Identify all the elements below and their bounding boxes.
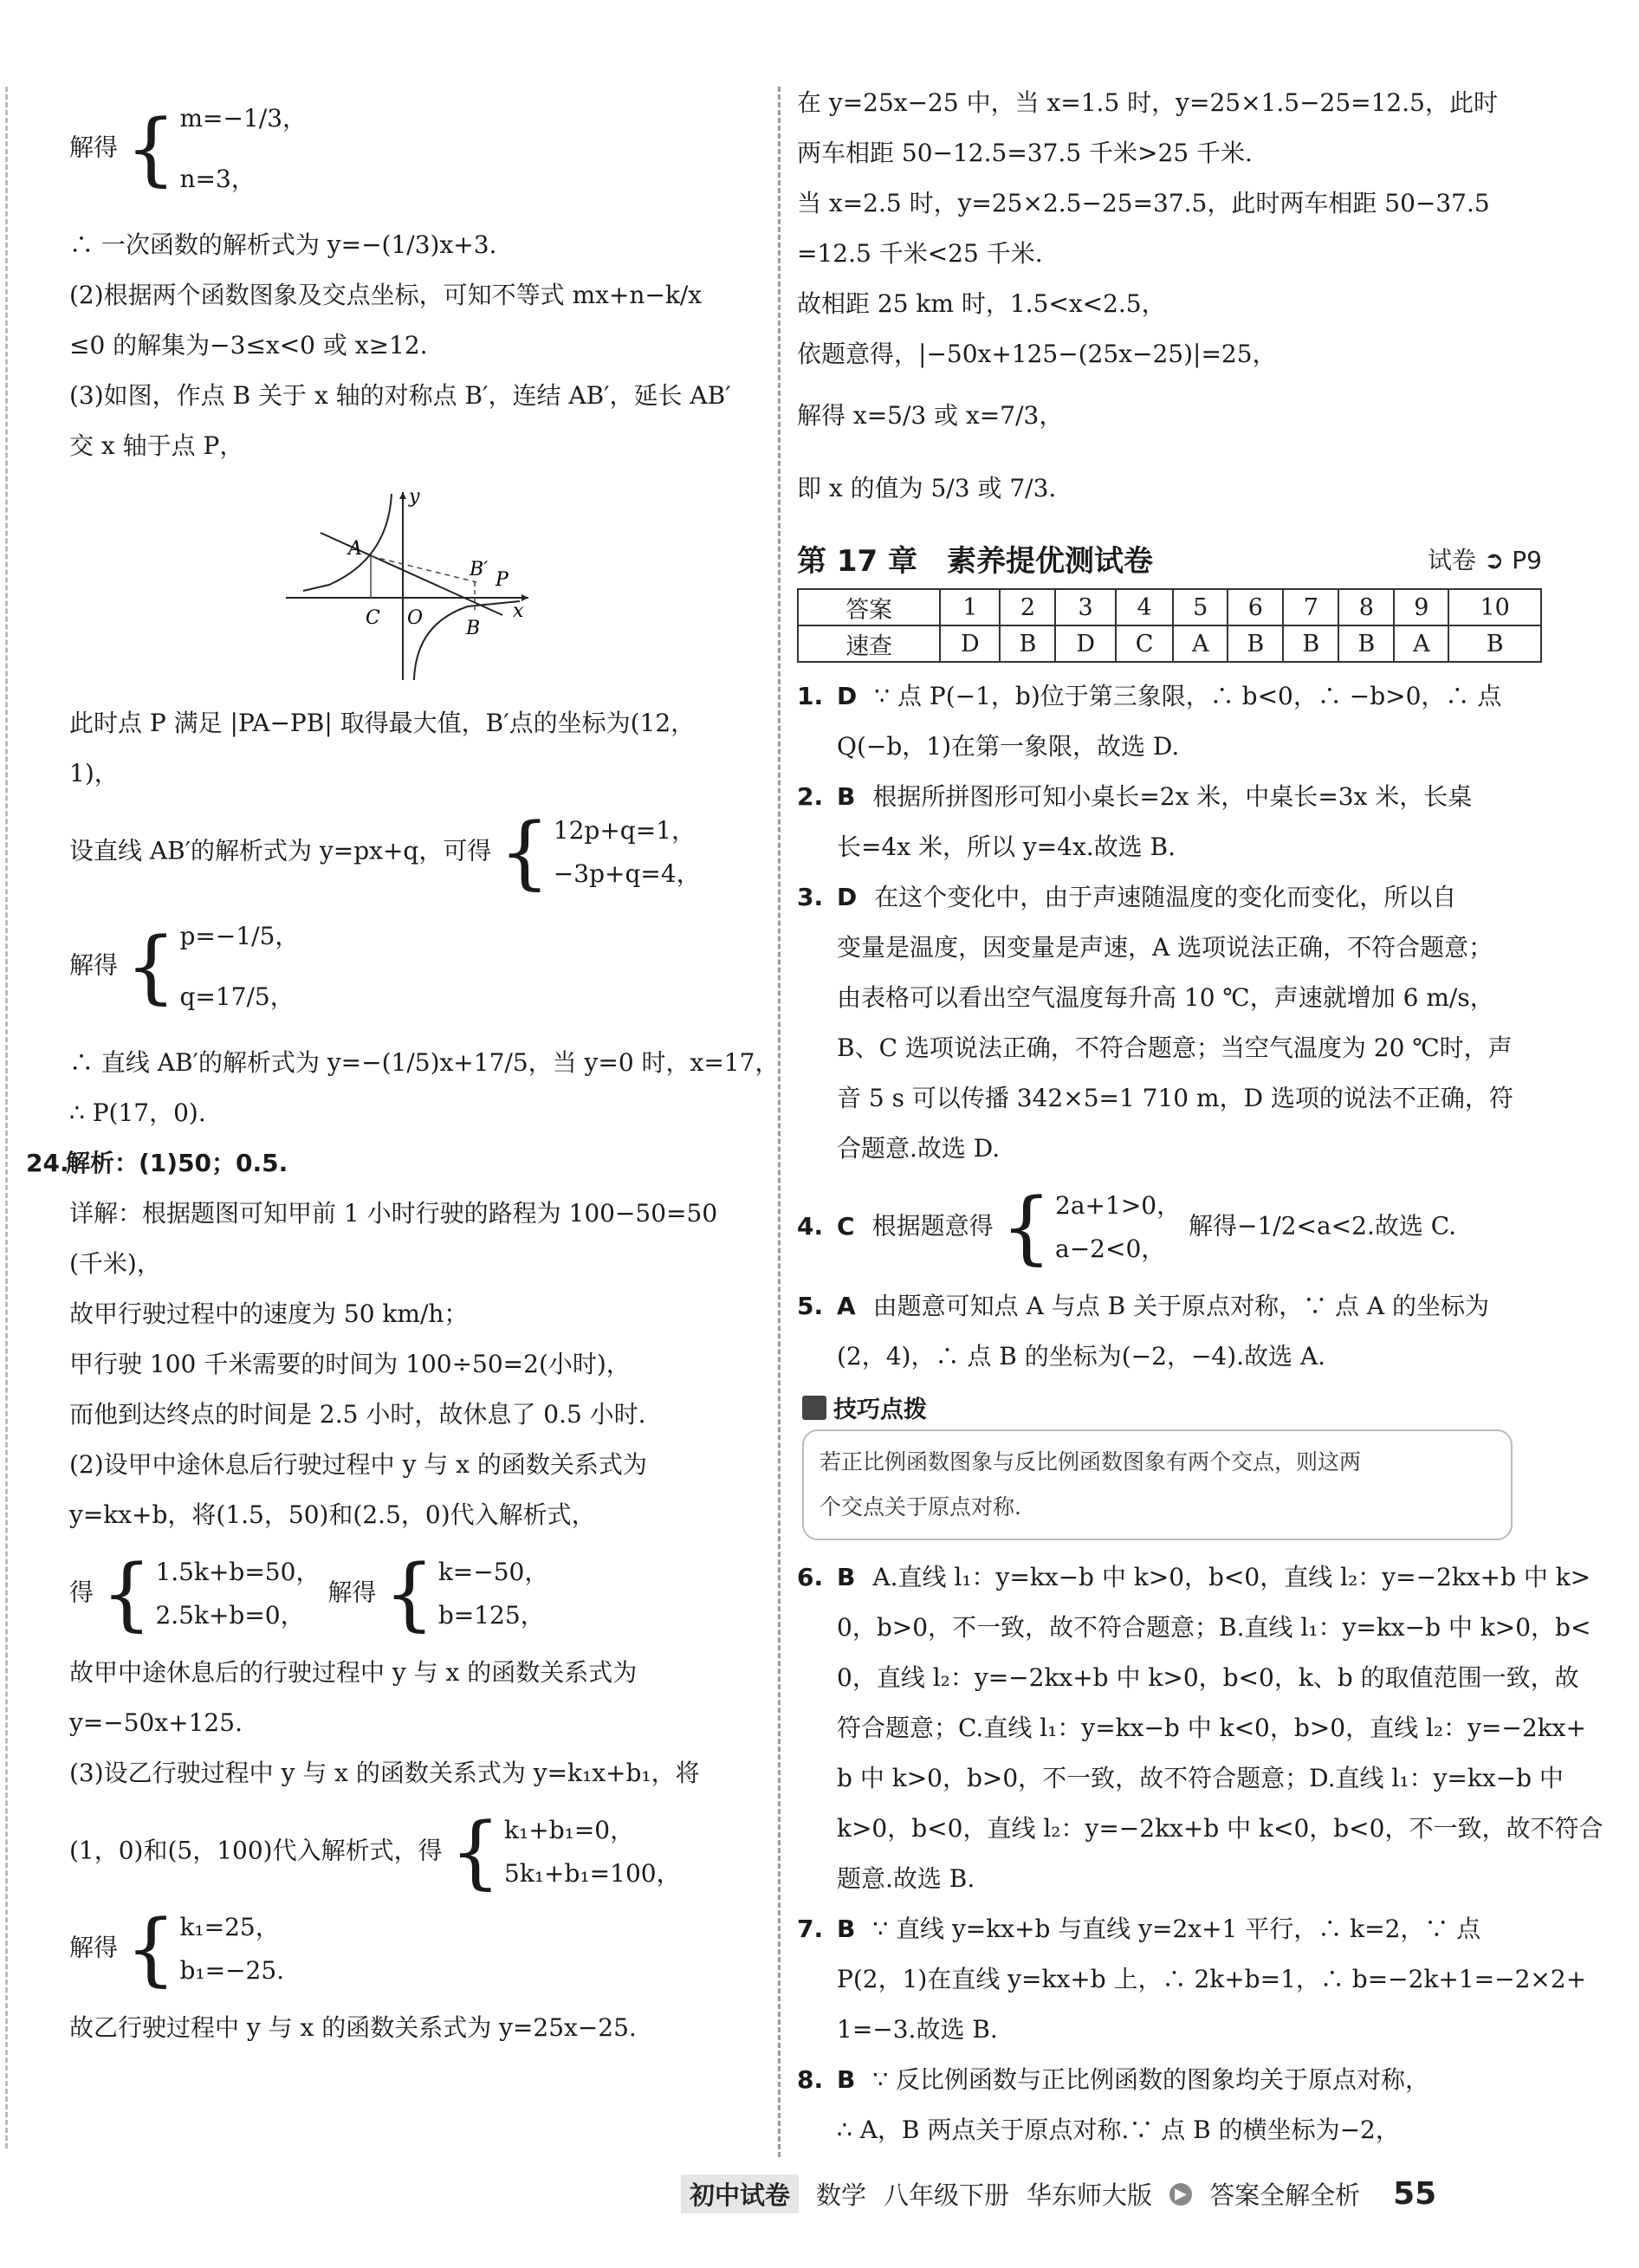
text-line: 题意.故选 B. (837, 1864, 975, 1893)
answer-letter: D (837, 682, 858, 710)
answer-key-numbers-row (798, 589, 1541, 625)
system-row: k=−50， (437, 1558, 549, 1586)
text-line: 0，直线 l₂：y=−2kx+b 中 k>0，b<0，k、b 的取值范围一致，故 (837, 1663, 1579, 1692)
text-label: 得 (69, 1578, 94, 1607)
text-line: ∵ 反比例函数与正比例函数的图象均关于原点对称， (872, 2065, 1430, 2094)
text-line: (2)设甲中途休息后行驶过程中 y 与 x 的函数关系式为 (69, 1450, 647, 1479)
page-footer (681, 2174, 1436, 2213)
equation-system: { m=−1/3， n=3， (126, 88, 307, 210)
equation-system: { 1.5k+b=50， 2.5k+b=0， (100, 1547, 321, 1640)
text-line: 故甲中途休息后的行驶过程中 y 与 x 的函数关系式为 (69, 1658, 638, 1687)
question-8 (797, 2055, 1542, 2105)
text-line: b 中 k>0，b>0，不一致，故不符合题意；D.直线 l₁：y=kx−b 中 (837, 1764, 1564, 1792)
text-line: 在 y=25x−25 中，当 x=1.5 时，y=25×1.5−25=12.5，此时 (797, 88, 1498, 117)
question-6 (797, 1552, 1591, 1603)
text-line: 变量是温度，因变量是声速，A 选项说法正确，不符合题意； (837, 933, 1493, 962)
left-column (26, 78, 780, 2053)
text-line: 依题意得，|−50x+125−(25x−25)|=25， (797, 340, 1277, 368)
chapter-title: 第 17 章 素养提优测试卷 (797, 544, 1153, 579)
answer-letter: C (837, 1211, 855, 1241)
tip-title: 技巧点拨 (833, 1396, 927, 1423)
answer-letter: B (837, 1915, 856, 1943)
equation-system: { 12p+q=1， −3p+q=4， (499, 806, 701, 898)
text-line: 根据所拼图形可知小桌长=2x 米，中桌长=3x 米，长桌 (872, 782, 1473, 811)
question-number: 1. (797, 682, 824, 710)
system-row: b₁=−25. (179, 1956, 285, 1985)
solve-k-b (69, 1547, 754, 1640)
point-P-label: P (496, 569, 509, 591)
system-row: k₁+b₁=0， (504, 1816, 635, 1844)
table-cell: B (1338, 625, 1394, 662)
brand-label: 初中试卷 (681, 2174, 799, 2213)
chapter-header (797, 537, 1542, 580)
text-line: 符合题意；C.直线 l₁：y=kx−b 中 k<0，b>0，直线 l₂：y=−2kx+ (837, 1714, 1586, 1742)
text-line: (2)根据两个函数图象及交点坐标，可知不等式 mx+n−k/x (69, 281, 703, 309)
text-label: 解得 (69, 1933, 119, 1962)
table-cell: B (1000, 625, 1055, 662)
text-line: B、C 选项说法正确，不符合题意；当空气温度为 20 ℃时，声 (837, 1034, 1513, 1062)
question-2 (797, 772, 1542, 822)
table-cell: 9 (1394, 589, 1448, 625)
text-line: 在这个变化中，由于声速随温度的变化而变化，所以自 (874, 883, 1457, 911)
text-line: ∴ 直线 AB′的解析式为 y=−(1/5)x+17/5，当 y=0 时，x=17， (69, 1048, 780, 1077)
text-line: ∵ 直线 y=kx+b 与直线 y=2x+1 平行，∴ k=2，∵ 点 (872, 1915, 1481, 1943)
book-icon (802, 1396, 826, 1420)
text-label: (1，0)和(5，100)代入解析式，得 (69, 1836, 443, 1865)
text-line: Q(−b，1)在第一象限，故选 D. (837, 732, 1180, 761)
text-line: k>0，b<0，直线 l₂：y=−2kx+b 中 k<0，b<0，不一致，故不符合 (837, 1814, 1603, 1843)
table-cell: 5 (1173, 589, 1228, 625)
text-line: 甲行驶 100 千米需要的时间为 100÷50=2(小时)， (69, 1350, 631, 1378)
play-arrow-icon: ▶ (1169, 2183, 1192, 2206)
text-line: 合题意.故选 D. (837, 1134, 1001, 1163)
tip-line: 若正比例函数图象与反比例函数图象有两个交点，则这两 (820, 1449, 1362, 1474)
table-cell: 10 (1448, 589, 1541, 625)
text-line: (2，4)，∴ 点 B 的坐标为(−2，−4).故选 A. (837, 1342, 1326, 1371)
system-row: a−2<0， (1055, 1234, 1166, 1263)
page-number: 55 (1393, 2176, 1437, 2212)
table-cell: 3 (1055, 589, 1115, 625)
system-row: q=17/5， (179, 982, 295, 1011)
question-number: 5. (797, 1292, 824, 1320)
question-3 (797, 872, 1542, 923)
text-line: P(2，1)在直线 y=kx+b 上，∴ 2k+b=1，∴ b=−2k+1=−2×2+ (837, 1965, 1587, 1993)
solve-p-q (69, 906, 754, 1027)
table-cell: B (1228, 625, 1283, 662)
question-number: 3. (797, 883, 824, 911)
point-B-prime-label: B′ (470, 559, 489, 580)
publisher-label: 华东师大版 (1027, 2181, 1153, 2210)
point-C-label: C (366, 607, 380, 629)
system-row: n=3， (179, 165, 256, 193)
system-row: m=−1/3， (179, 104, 308, 133)
table-cell: D (940, 625, 1000, 662)
question-number: 2. (797, 782, 824, 811)
text-line: A.直线 l₁：y=kx−b 中 k>0，b<0，直线 l₂：y=−2kx+b 中 k> (872, 1563, 1591, 1591)
text-line: 由表格可以看出空气温度每升高 10 ℃，声速就增加 6 m/s， (837, 983, 1494, 1012)
question-number: 6. (797, 1563, 824, 1591)
text-label: 设直线 AB′的解析式为 y=px+q，可得 (69, 836, 492, 865)
table-cell: 1 (940, 589, 1000, 625)
question-7 (797, 1904, 1542, 1954)
table-header-cell: 答案 (798, 589, 940, 625)
x-axis-label: x (513, 600, 524, 622)
setup-k1-b1 (69, 1805, 754, 1898)
table-cell: B (1448, 625, 1541, 662)
equation-system: { k₁=25， b₁=−25. (125, 1902, 285, 1995)
text-line: ∴ 一次函数的解析式为 y=−(1/3)x+3. (69, 230, 497, 259)
text-line: y=kx+b，将(1.5，50)和(2.5，0)代入解析式， (69, 1500, 596, 1529)
question-number: 7. (797, 1915, 824, 1943)
table-cell: C (1116, 625, 1173, 662)
table-cell: 4 (1116, 589, 1173, 625)
question-number: 24. (26, 1149, 69, 1177)
text-label: 解得 (69, 133, 119, 162)
text-line: 故甲行驶过程中的速度为 50 km/h； (69, 1299, 469, 1328)
tip-header (802, 1390, 1513, 1424)
answer-key-table (797, 588, 1542, 663)
table-header-cell: 速查 (798, 625, 940, 662)
system-row: 12p+q=1， (553, 816, 696, 845)
text-label: 解得−1/2<a<2.故选 C. (1189, 1211, 1457, 1241)
system-row: 2.5k+b=0， (155, 1601, 305, 1630)
text-line: 0，b>0，不一致，故不符合题意；B.直线 l₁：y=kx−b 中 k>0，b< (837, 1613, 1591, 1642)
text-line: y=−50x+125. (69, 1708, 243, 1737)
text-line: 两车相距 50−12.5=37.5 千米>25 千米. (797, 139, 1253, 167)
text-line: 而他到达终点的时间是 2.5 小时，故休息了 0.5 小时. (69, 1400, 646, 1429)
chapter-page-reference: 试卷 ➲ P9 (1428, 545, 1542, 574)
text-line: (千米)， (69, 1249, 161, 1278)
point-B-label: B (466, 618, 481, 639)
text-line: =12.5 千米<25 千米. (797, 239, 1043, 268)
line-AB-prime (371, 556, 476, 582)
hyperbola-branch-upper (303, 494, 392, 591)
text-line: ∴ P(17，0). (69, 1098, 206, 1127)
answer-letter: D (837, 883, 858, 911)
text-line: 解得 x=5/3 或 x=7/3， (797, 401, 1064, 430)
question-number: 4. (797, 1211, 824, 1241)
equation-system: { p=−1/5， q=17/5， (126, 906, 299, 1027)
table-cell: 8 (1338, 589, 1394, 625)
binding-edge (5, 87, 8, 2148)
answer-letter: B (837, 782, 856, 811)
system-row: 2a+1>0， (1055, 1191, 1182, 1220)
system-row: b=125， (437, 1601, 545, 1630)
text-line: 此时点 P 满足 |PA−PB| 取得最大值，B′点的坐标为(12， (69, 709, 696, 737)
text-line: (3)如图，作点 B 关于 x 轴的对称点 B′，连结 AB′，延长 AB′ (69, 381, 731, 410)
equation-system: { k=−50， b=125， (384, 1547, 549, 1640)
text-line: ∵ 点 P(−1，b)位于第三象限，∴ b<0，∴ −b>0，∴ 点 (874, 682, 1502, 710)
y-axis-label: y (409, 486, 420, 508)
answer-key-answers-row (798, 625, 1541, 662)
text-line: 详解：根据题图可知甲前 1 小时行驶的路程为 100−50=50 (69, 1199, 718, 1228)
text-line: ∴ A，B 两点关于原点对称.∵ 点 B 的横坐标为−2， (837, 2116, 1400, 2144)
text-line: 即 x 的值为 5/3 或 7/3. (797, 474, 1057, 502)
system-row: k₁=25， (179, 1913, 280, 1941)
text-line: 长=4x 米，所以 y=4x.故选 B. (837, 833, 1176, 861)
table-cell: A (1394, 625, 1448, 662)
right-column (797, 78, 1603, 2155)
answer-letter: B (837, 2065, 856, 2094)
solve-k1-b1 (69, 1902, 754, 1995)
system-row: 1.5k+b=50， (155, 1558, 321, 1586)
system-row: 5k₁+b₁=100， (504, 1859, 681, 1888)
tip-box (802, 1390, 1513, 1540)
origin-label: O (407, 607, 424, 629)
text-line: ≤0 的解集为−3≤x<0 或 x≥12. (69, 331, 428, 360)
question-24-header (26, 1138, 754, 1189)
solve-m-n (69, 88, 754, 210)
text-line: (3)设乙行驶过程中 y 与 x 的函数关系式为 y=k₁x+b₁，将 (69, 1759, 700, 1787)
table-cell: A (1173, 625, 1228, 662)
text-label: 解得 (327, 1578, 377, 1607)
question-number: 8. (797, 2065, 824, 2094)
question-5 (797, 1281, 1542, 1332)
column-divider (778, 87, 781, 2157)
text-line: 音 5 s 可以传播 342×5=1 710 m，D 选项的说法不正确，符 (837, 1084, 1513, 1112)
question-1 (797, 671, 1542, 722)
text-label: 根据题意得 (871, 1211, 994, 1241)
equation-system: { k₁+b₁=0， 5k₁+b₁=100， (450, 1805, 681, 1898)
table-cell: B (1283, 625, 1338, 662)
point-A-label: A (348, 538, 362, 560)
function-graph-figure (277, 485, 537, 684)
question-24-answer: 解析：(1)50；0.5. (66, 1149, 288, 1177)
grade-label: 八年级下册 (884, 2181, 1010, 2210)
answer-letter: A (837, 1292, 856, 1320)
text-label: 解得 (69, 950, 119, 980)
text-line: 交 x 轴于点 P， (69, 431, 244, 460)
text-line: 故相距 25 km 时，1.5<x<2.5， (797, 289, 1166, 318)
text-line: 由题意可知点 A 与点 B 关于原点对称，∵ 点 A 的坐标为 (872, 1292, 1489, 1320)
question-4 (797, 1181, 1542, 1273)
subject-label: 数学 (816, 2181, 867, 2210)
system-row: p=−1/5， (179, 922, 300, 950)
hyperbola-branch-lower (414, 601, 520, 680)
system-row: −3p+q=4， (553, 859, 701, 888)
tip-line: 个交点关于原点对称. (820, 1494, 1021, 1520)
text-line: 当 x=2.5 时，y=25×2.5−25=37.5，此时两车相距 50−37.5 (797, 189, 1490, 217)
setup-line-AB (69, 806, 754, 898)
tip-content (802, 1429, 1513, 1540)
table-cell: 6 (1228, 589, 1283, 625)
table-cell: D (1055, 625, 1115, 662)
table-cell: 7 (1283, 589, 1338, 625)
text-line: 1=−3.故选 B. (837, 2015, 998, 2044)
equation-system: { 2a+1>0， a−2<0， (1001, 1181, 1182, 1273)
text-line: 故乙行驶过程中 y 与 x 的函数关系式为 y=25x−25. (69, 2013, 637, 2042)
table-cell: 2 (1000, 589, 1055, 625)
text-line: 1)， (69, 759, 119, 787)
answer-letter: B (837, 1563, 856, 1591)
series-label: 答案全解全析 (1209, 2181, 1361, 2210)
